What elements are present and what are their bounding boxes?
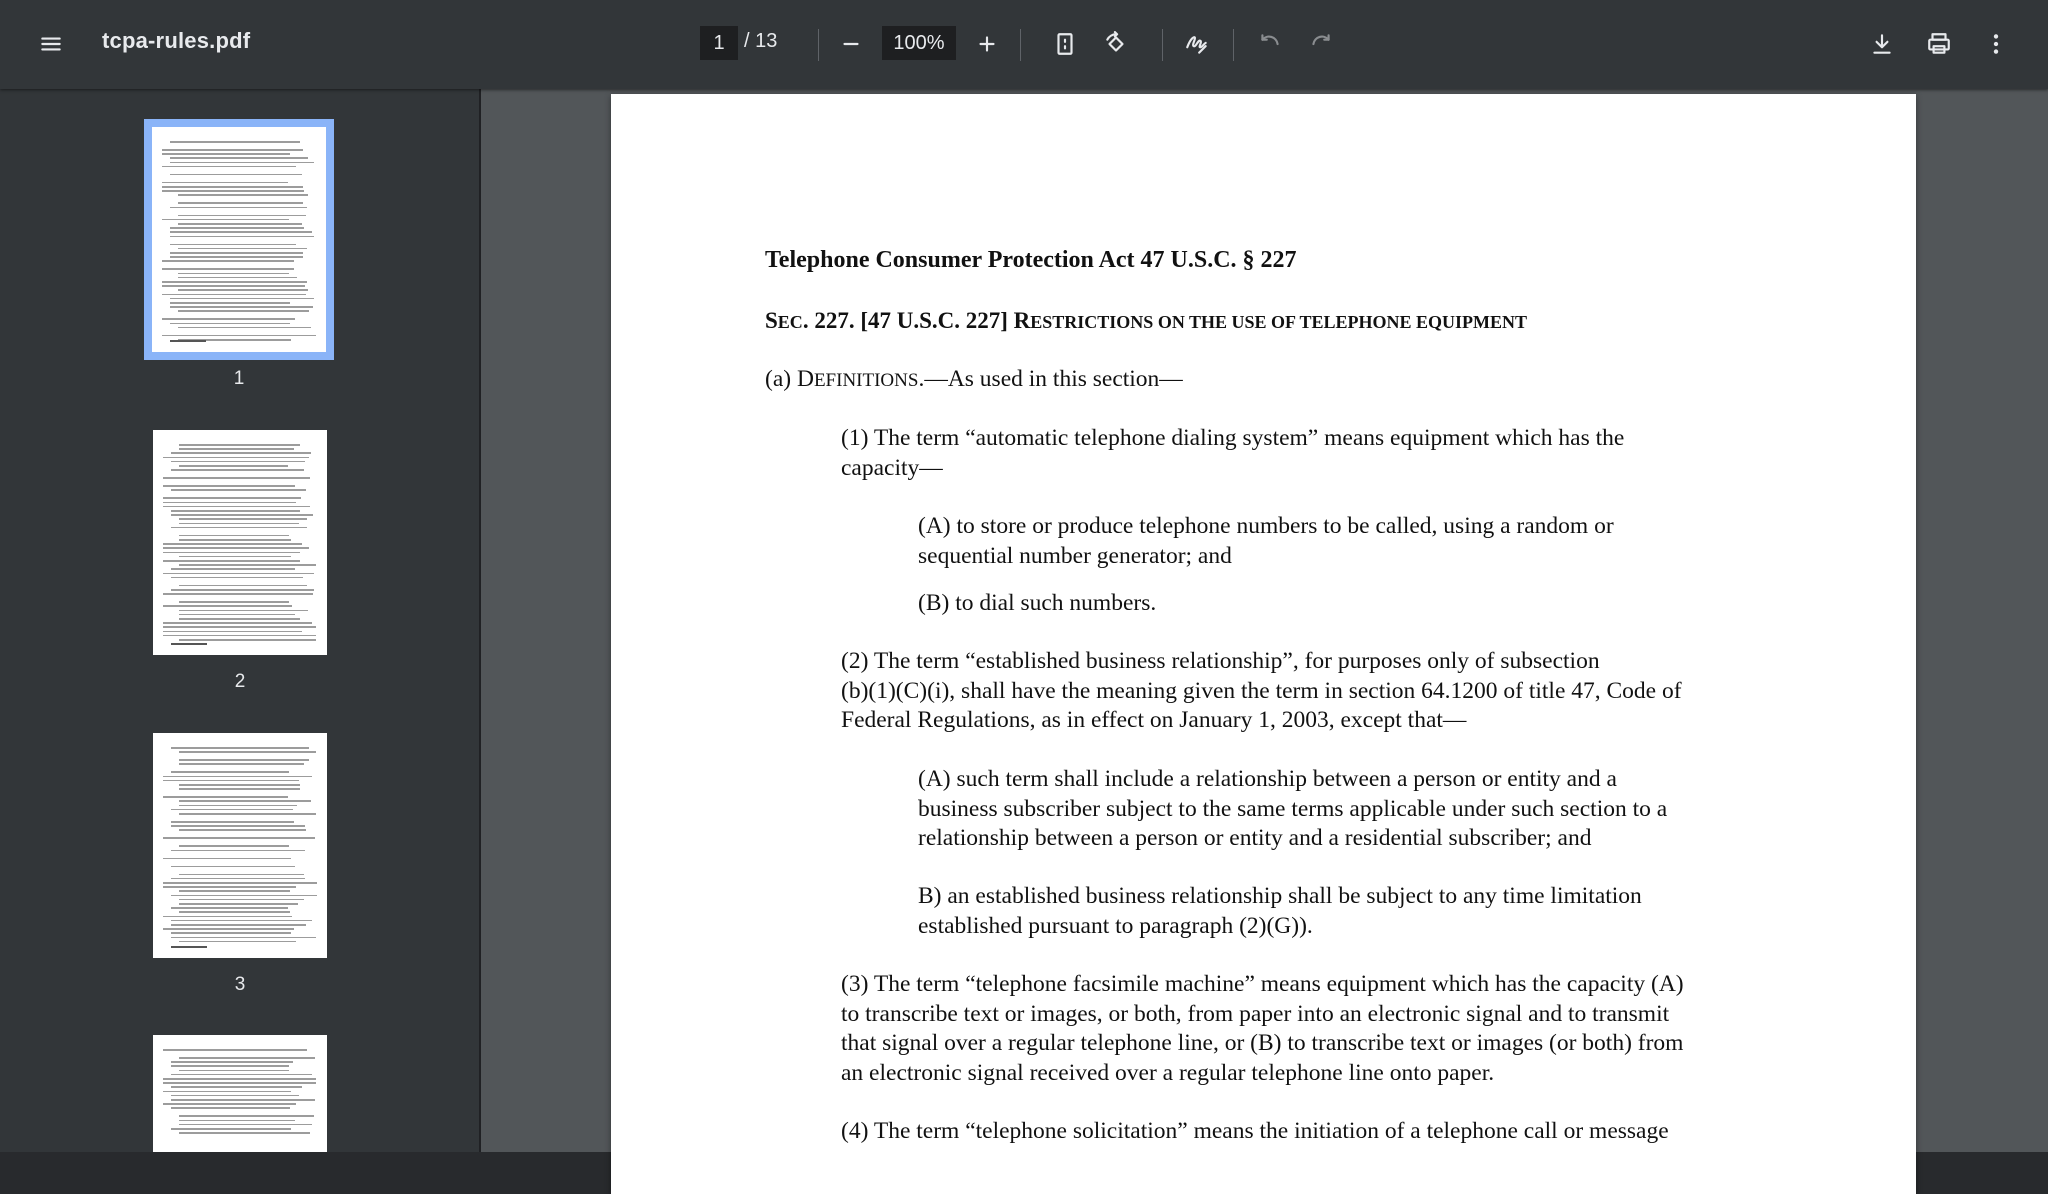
page-thumbnail-4[interactable]	[153, 1035, 327, 1152]
pdf-toolbar	[0, 0, 2048, 89]
thumbnail-text-line	[178, 327, 311, 329]
thumbnail-text-line	[179, 465, 288, 467]
thumbnail-text-line	[171, 514, 313, 516]
thumbnail-text-line	[162, 182, 288, 184]
thumbnail-text-line	[179, 845, 289, 847]
thumbnail-text-line	[162, 260, 294, 262]
definitions-heading: (a) DEFINITIONS.—As used in this section—	[765, 366, 1183, 392]
section-heading: SEC. 227. [47 U.S.C. 227] RESTRICTIONS ON THE USE OF TELEPHONE EQUIPMENT	[765, 308, 1528, 333]
thumbnail-text-line	[179, 523, 299, 525]
thumbnail-text-line	[163, 1082, 316, 1084]
thumbnail-text-line	[170, 174, 302, 176]
thumbnail-text-line	[171, 589, 314, 591]
thumbnail-text-line	[178, 310, 309, 312]
thumbnail-text-line	[178, 202, 303, 204]
paragraph-2a: (A) such term shall include a relationship between a person or entity and a business subscriber subject to the same terms applicable under such section to a relationship between a person or entity and a residential subscriber; and	[918, 766, 1668, 851]
thumbnail-text-line	[179, 614, 295, 616]
thumbnail-text-line	[178, 273, 289, 275]
thumbnail-text-line	[163, 858, 291, 860]
thumbnail-text-line	[163, 506, 310, 508]
thumbnail-text-line	[163, 457, 309, 459]
thumbnail-text-line	[179, 618, 300, 620]
thumbnail-text-line	[170, 231, 312, 233]
thumbnail-text-line	[163, 928, 294, 930]
thumbnail-text-line	[171, 1107, 290, 1109]
thumbnail-text-line	[179, 585, 307, 587]
thumbnail-text-line	[163, 547, 309, 549]
page-thumbnail-3[interactable]	[153, 733, 327, 958]
thumbnail-text-line	[163, 593, 313, 595]
toolbar-divider	[1233, 29, 1234, 61]
thumbnail-text-line	[179, 800, 311, 802]
thumbnail-text-line	[179, 601, 289, 603]
toolbar-divider	[1162, 29, 1163, 61]
thumbnail-sidebar	[0, 89, 481, 1152]
thumbnail-text-line	[162, 268, 294, 270]
thumbnail-text-line	[171, 1061, 293, 1063]
paragraph-1a: (A) to store or produce telephone numbers to be called, using a random or sequential number generator; and	[918, 513, 1614, 569]
zoom-in-button[interactable]	[965, 22, 1009, 66]
thumbnail-text-line	[171, 747, 309, 749]
thumbnail-text-line	[162, 318, 295, 320]
undo-icon[interactable]	[1248, 22, 1292, 66]
thumbnail-text-line	[163, 916, 292, 918]
thumbnail-text-line	[178, 289, 308, 291]
thumbnail-footnote-rule	[171, 643, 207, 645]
thumbnail-text-line	[162, 149, 303, 151]
file-name: tcpa-rules.pdf	[102, 28, 251, 53]
thumbnail-footnote-rule	[170, 340, 206, 342]
zoom-out-button[interactable]	[829, 22, 873, 66]
thumbnail-text-line	[163, 776, 312, 778]
thumbnail-text-line	[171, 932, 291, 934]
thumbnail-text-line	[162, 190, 304, 192]
thumbnail-text-line	[163, 1091, 291, 1093]
thumbnail-text-line	[171, 510, 300, 512]
page-total: / 13	[744, 30, 778, 52]
redo-icon[interactable]	[1299, 22, 1343, 66]
thumbnail-text-line	[179, 759, 309, 761]
thumbnail-text-line	[179, 751, 316, 753]
thumbnail-number: 2	[234, 671, 246, 692]
thumbnail-text-line	[162, 166, 296, 168]
thumbnail-text-line	[162, 335, 316, 337]
paragraph-2b: B) an established business relationship shall be subject to any time limitation established pursuant to paragraph (2)(G)).	[918, 883, 1642, 939]
thumbnail-text-line	[170, 227, 304, 229]
thumbnail-text-line	[163, 1078, 316, 1080]
thumbnail-text-line	[171, 1065, 289, 1067]
thumbnail-text-line	[163, 552, 300, 554]
thumbnail-text-line	[179, 535, 289, 537]
thumbnail-text-line	[171, 866, 295, 868]
thumbnail-text-line	[163, 1049, 307, 1051]
thumbnail-text-line	[179, 518, 307, 520]
thumbnail-text-line	[179, 941, 296, 943]
thumbnail-text-line	[171, 771, 289, 773]
thumbnail-text-line	[179, 1120, 295, 1122]
thumbnail-text-line	[163, 780, 299, 782]
thumbnail-text-line	[171, 568, 295, 570]
thumbnail-text-line	[170, 306, 313, 308]
thumbnail-text-line	[171, 825, 305, 827]
thumbnail-text-line	[179, 444, 300, 446]
thumbnail-text-line	[179, 763, 304, 765]
download-icon[interactable]	[1860, 22, 1904, 66]
thumbnail-text-line	[163, 573, 314, 575]
thumbnail-text-line	[179, 539, 291, 541]
thumbnail-text-line	[179, 805, 297, 807]
thumbnail-text-line	[179, 564, 316, 566]
thumbnail-text-line	[171, 895, 317, 897]
thumbnail-text-line	[179, 784, 300, 786]
zoom-level-input[interactable]: 100%	[882, 26, 956, 60]
thumbnail-text-line	[163, 543, 302, 545]
thumbnail-text-line	[163, 635, 316, 637]
thumbnail-text-line	[171, 821, 294, 823]
thumbnail-footnote-rule	[171, 946, 207, 948]
thumbnail-text-line	[171, 577, 303, 579]
document-title: Telephone Consumer Protection Act 47 U.S.C. § 227	[765, 247, 1297, 273]
thumbnail-text-line	[170, 244, 296, 246]
paragraph-1: (1) The term “automatic telephone dialing system” means equipment which has the capacity—	[841, 425, 1625, 481]
thumbnail-text-line	[162, 219, 289, 221]
thumbnail-text-line	[179, 1057, 315, 1059]
thumbnail-text-line	[179, 1132, 310, 1134]
thumbnail-text-line	[162, 281, 307, 283]
thumbnail-text-line	[178, 194, 308, 196]
thumbnail-text-line	[163, 560, 300, 562]
thumbnail-text-line	[170, 302, 290, 304]
thumbnail-text-line	[170, 298, 314, 300]
thumbnail-text-line	[170, 157, 308, 159]
thumbnail-text-line	[170, 256, 303, 258]
thumbnail-text-line	[163, 502, 296, 504]
thumbnail-text-line	[179, 610, 308, 612]
thumbnail-text-line	[179, 1124, 312, 1126]
thumbnail-text-line	[179, 829, 306, 831]
thumbnail-text-line	[179, 1070, 289, 1072]
thumbnail-text-line	[170, 236, 314, 238]
thumbnail-text-line	[179, 874, 304, 876]
thumbnail-text-line	[171, 1074, 312, 1076]
thumbnail-text-line	[179, 1115, 314, 1117]
thumbnail-text-line	[163, 477, 310, 479]
thumbnail-text-line	[163, 485, 295, 487]
thumbnail-text-line	[163, 796, 288, 798]
thumbnail-text-line	[162, 153, 290, 155]
thumbnail-text-line	[163, 631, 302, 633]
thumbnail-text-line	[163, 497, 301, 499]
thumbnail-text-line	[179, 813, 316, 815]
thumbnail-text-line	[171, 924, 306, 926]
thumbnail-text-line	[163, 622, 312, 624]
paragraph-4: (4) The term “telephone solicitation” means the initiation of a telephone call or message	[841, 1118, 1669, 1144]
thumbnail-text-line	[170, 162, 314, 164]
thumbnail-text-line	[179, 788, 300, 790]
thumbnail-text-line	[171, 920, 312, 922]
thumbnail-text-line	[171, 1099, 315, 1101]
fit-page-icon[interactable]	[1043, 22, 1087, 66]
thumbnail-text-line	[179, 448, 294, 450]
print-icon[interactable]	[1917, 22, 1961, 66]
thumbnail-text-line	[171, 489, 306, 491]
thumbnail-text-line	[171, 1095, 299, 1097]
thumbnail-text-line	[171, 850, 305, 852]
thumbnail-text-line	[163, 605, 292, 607]
thumbnail-text-line	[163, 886, 296, 888]
thumbnail-text-line	[162, 186, 303, 188]
thumbnail-text-line	[178, 248, 307, 250]
thumbnail-text-line	[179, 899, 304, 901]
thumbnail-text-line	[179, 911, 290, 913]
thumbnail-text-line	[163, 882, 317, 884]
rotate-icon[interactable]	[1094, 22, 1138, 66]
page-thumbnail-1[interactable]	[152, 127, 326, 352]
annotate-pen-icon[interactable]	[1175, 22, 1219, 66]
thumbnail-text-line	[179, 890, 290, 892]
thumbnail-number: 3	[234, 974, 246, 995]
thumbnail-text-line	[171, 1128, 291, 1130]
thumbnail-text-line	[178, 215, 306, 217]
thumbnail-text-line	[162, 285, 305, 287]
thumbnail-text-line	[170, 141, 300, 143]
thumbnail-text-line	[179, 556, 291, 558]
thumbnail-text-line	[178, 223, 302, 225]
thumbnail-text-line	[171, 527, 307, 529]
toolbar-divider	[1020, 29, 1021, 61]
thumbnail-text-line	[171, 1086, 302, 1088]
thumbnail-text-line	[179, 639, 316, 641]
thumbnail-number: 1	[233, 368, 245, 389]
page-thumbnail-2[interactable]	[153, 430, 327, 655]
thumbnail-text-line	[162, 294, 306, 296]
paragraph-2: (2) The term “established business relationship”, for purposes only of subsection (b)(1)(C)(i), shall have the meaning given the term in section 64.1200 of title 47, Code of Federal Regulations, as in effect on January 1, 2003, except that—	[841, 648, 1682, 733]
page-number-input[interactable]: 1	[700, 26, 738, 60]
thumbnail-text-line	[171, 469, 304, 471]
thumbnail-text-line	[171, 937, 316, 939]
thumbnail-text-line	[171, 461, 305, 463]
paragraph-1b: (B) to dial such numbers.	[918, 590, 1157, 616]
thumbnail-text-line	[163, 1103, 296, 1105]
pdf-page	[611, 94, 1916, 1194]
thumbnail-text-line	[171, 907, 288, 909]
thumbnail-text-line	[179, 903, 298, 905]
thumbnail-text-line	[170, 252, 303, 254]
thumbnail-text-line	[163, 626, 316, 628]
thumbnail-text-line	[163, 837, 315, 839]
thumbnail-text-line	[171, 878, 305, 880]
thumbnail-text-line	[171, 452, 311, 454]
paragraph-3: (3) The term “telephone facsimile machine” means equipment which has the capacity (A) to transcribe text or images, or both, from paper into an electronic signal and to transmit that signal over a regular telephone line, or (B) to transcribe text or images (or both) from an electronic signal received over a regular telephone line onto paper.	[841, 971, 1684, 1086]
more-options-icon[interactable]	[1974, 22, 2018, 66]
menu-icon[interactable]	[29, 22, 73, 66]
thumbnail-text-line	[170, 207, 307, 209]
toolbar-divider	[818, 29, 819, 61]
thumbnail-text-line	[170, 323, 290, 325]
thumbnail-text-line	[178, 277, 297, 279]
thumbnail-text-line	[171, 809, 293, 811]
